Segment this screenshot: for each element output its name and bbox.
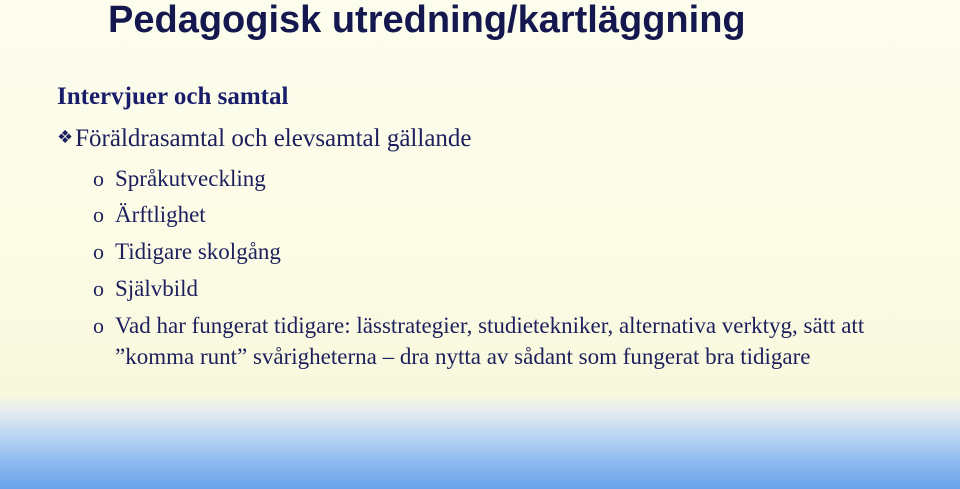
section-heading: Intervjuer och samtal (57, 83, 289, 110)
bullet-marker: o (93, 166, 104, 191)
diamond-icon: ❖ (57, 127, 74, 148)
bullet-marker: o (93, 276, 104, 301)
list-item-text: Språkutveckling (115, 166, 266, 191)
list-item-text: Vad har fungerat tidigare: lässtrategier, studietekniker, alternativa verktyg, sätt att ”komma runt” svårigheterna – dra nytta av sådant som fungerat bra tidigare (115, 313, 865, 369)
list-item-text: Självbild (115, 276, 199, 301)
bullet-marker: o (93, 239, 104, 264)
list-item (93, 273, 913, 304)
list-item (93, 236, 913, 267)
slide-title: Pedagogisk utredning/kartläggning (108, 0, 746, 41)
main-bullet-text: Föräldrasamtal och elevsamtal gällande (75, 125, 472, 152)
list-item-text: Ärftlighet (115, 202, 206, 227)
bullet-marker: o (93, 202, 104, 227)
list-item-text: Tidigare skolgång (115, 239, 281, 264)
main-bullet (57, 123, 472, 154)
list-item (93, 199, 913, 230)
bullet-marker: o (93, 313, 104, 338)
list-item (93, 310, 913, 372)
list-item (93, 163, 913, 194)
